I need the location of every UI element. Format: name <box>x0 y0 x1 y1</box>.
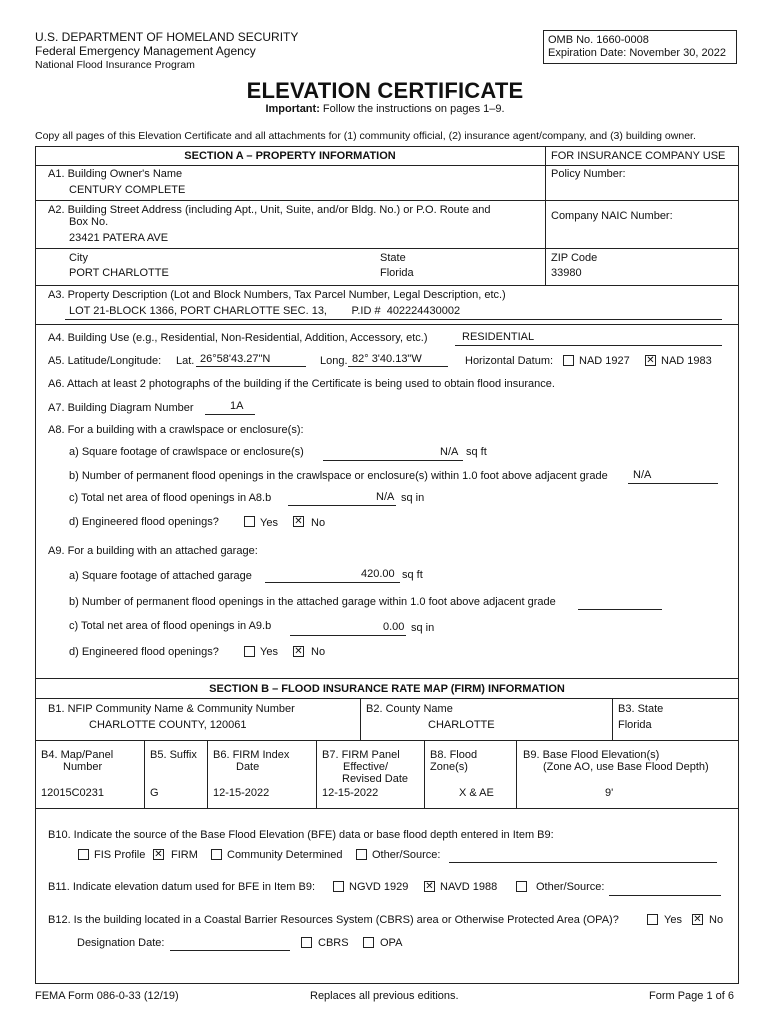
b4-value[interactable]: 12015C0231 <box>41 787 105 799</box>
b9-label-2: (Zone AO, use Base Flood Depth) <box>543 761 709 773</box>
a9c-underline <box>290 635 406 636</box>
omb-number: OMB No. 1660-0008 <box>548 34 649 46</box>
a9d-label: d) Engineered flood openings? <box>69 646 219 658</box>
b12-yes-checkbox[interactable] <box>647 914 658 925</box>
a9a-underline <box>265 582 400 583</box>
b7-label-1: B7. FIRM Panel <box>322 749 400 761</box>
b8-value[interactable]: X & AE <box>459 787 494 799</box>
divider <box>35 698 739 699</box>
form-number: FEMA Form 086-0-33 (12/19) <box>35 990 179 1002</box>
fis-profile-label: FIS Profile <box>94 849 146 861</box>
nad1927-checkbox[interactable] <box>563 355 574 366</box>
divider <box>207 740 208 808</box>
a8c-value[interactable]: N/A <box>376 491 395 503</box>
naic-label: Company NAIC Number: <box>551 210 673 222</box>
b12-no-checkbox[interactable] <box>692 914 703 925</box>
long-label: Long. <box>320 355 348 367</box>
other-source-checkbox[interactable] <box>356 849 367 860</box>
page-number: Form Page 1 of 6 <box>649 990 734 1002</box>
firm-label: FIRM <box>171 849 198 861</box>
b3-value[interactable]: Florida <box>618 719 652 731</box>
zip-label: ZIP Code <box>551 252 598 264</box>
divider <box>35 808 739 809</box>
state-value[interactable]: Florida <box>380 267 414 279</box>
designation-date-label: Designation Date: <box>77 937 165 949</box>
divider <box>35 200 739 201</box>
city-label: City <box>69 252 88 264</box>
a8a-unit: sq ft <box>466 446 487 458</box>
a9c-value[interactable]: 0.00 <box>383 621 405 633</box>
a9c-unit: sq in <box>411 622 435 634</box>
a9a-label: a) Square footage of attached garage <box>69 570 252 582</box>
fis-profile-checkbox[interactable] <box>78 849 89 860</box>
page-title: ELEVATION CERTIFICATE <box>246 78 524 103</box>
a8b-underline <box>628 483 718 484</box>
a9a-unit: sq ft <box>402 569 423 581</box>
divider <box>35 678 739 679</box>
b10-label: B10. Indicate the source of the Base Flood Elevation (BFE) data or base flood depth entered in Item B9: <box>48 829 554 841</box>
important-note <box>0 103 770 115</box>
firm-checkbox[interactable] <box>153 849 164 860</box>
a9a-value[interactable]: 420.00 <box>361 568 395 580</box>
a8c-unit: sq in <box>401 492 425 504</box>
a5-label: A5. Latitude/Longitude: <box>48 355 162 367</box>
divider <box>360 698 361 740</box>
other-source-label: Other/Source: <box>372 849 441 861</box>
nad1927-label: NAD 1927 <box>579 355 630 367</box>
divider <box>35 285 739 286</box>
b12-no-label: No <box>709 914 724 926</box>
a9d-no-label: No <box>311 646 326 658</box>
a4-value[interactable]: RESIDENTIAL <box>462 331 535 343</box>
a4-label: A4. Building Use (e.g., Residential, Non-Residential, Addition, Accessory, etc.) <box>48 332 428 344</box>
a8a-label: a) Square footage of crawlspace or enclosure(s) <box>69 446 304 458</box>
a6-text: A6. Attach at least 2 photographs of the building if the Certificate is being used to obtain flood insurance. <box>48 378 555 390</box>
b12-label: B12. Is the building located in a Coastal Barrier Resources System (CBRS) area or Otherwise Protected Area (OPA)? <box>48 914 619 926</box>
community-determined-label: Community Determined <box>227 849 343 861</box>
a1-label: A1. Building Owner's Name <box>48 168 183 180</box>
section-b-title: SECTION B – FLOOD INSURANCE RATE MAP (FIRM) INFORMATION <box>209 683 565 695</box>
b7-label-3: Revised Date <box>342 773 409 785</box>
nad1983-checkbox[interactable] <box>645 355 656 366</box>
a8-label: A8. For a building with a crawlspace or enclosure(s): <box>48 424 304 436</box>
a9c-label: c) Total net area of flood openings in A9.b <box>69 620 272 632</box>
b11-other-checkbox[interactable] <box>516 881 527 892</box>
ngvd1929-label: NGVD 1929 <box>349 881 409 893</box>
city-value[interactable]: PORT CHARLOTTE <box>69 267 169 279</box>
divider <box>545 146 546 285</box>
a4-underline <box>455 345 722 346</box>
agency-line-3: National Flood Insurance Program <box>35 59 195 71</box>
policy-number-label: Policy Number: <box>551 168 626 180</box>
b2-value[interactable]: CHARLOTTE <box>428 719 495 731</box>
lat-value[interactable]: 26°58'43.27"N <box>200 353 271 365</box>
a9b-label: b) Number of permanent flood openings in the attached garage within 1.0 foot above adjacent grade <box>69 596 556 608</box>
a9d-yes-checkbox[interactable] <box>244 646 255 657</box>
a2-label-2: Box No. <box>69 216 109 228</box>
b11-other-underline[interactable] <box>609 895 721 896</box>
divider <box>612 698 613 740</box>
a9-label: A9. For a building with an attached garage: <box>48 545 258 557</box>
navd1988-checkbox[interactable] <box>424 881 435 892</box>
a7-value[interactable]: 1A <box>230 400 244 412</box>
a3-underline <box>65 319 722 320</box>
b3-label: B3. State <box>618 703 664 715</box>
expiration-date: Expiration Date: November 30, 2022 <box>548 47 726 59</box>
agency-line-2: Federal Emergency Management Agency <box>35 44 256 58</box>
b2-label: B2. County Name <box>366 703 453 715</box>
divider <box>516 740 517 808</box>
datum-label: Horizontal Datum: <box>465 355 554 367</box>
section-a-title: SECTION A – PROPERTY INFORMATION <box>184 150 396 162</box>
a7-underline <box>205 414 255 415</box>
a8b-value[interactable]: N/A <box>633 469 652 481</box>
b8-label-2: Zone(s) <box>430 761 468 773</box>
a8d-yes-label: Yes <box>260 517 278 529</box>
b1-value[interactable]: CHARLOTTE COUNTY, 120061 <box>89 719 247 731</box>
b6-value[interactable]: 12-15-2022 <box>213 787 270 799</box>
divider <box>144 740 145 808</box>
a8d-no-label: No <box>311 517 326 529</box>
lat-underline <box>196 366 306 367</box>
designation-date-underline[interactable] <box>170 950 290 951</box>
b5-label: B5. Suffix <box>150 749 197 761</box>
state-label: State <box>380 252 406 264</box>
divider <box>35 165 739 166</box>
divider <box>316 740 317 808</box>
a8a-value[interactable]: N/A <box>440 446 459 458</box>
a8d-yes-checkbox[interactable] <box>244 516 255 527</box>
zip-value[interactable]: 33980 <box>551 267 582 279</box>
ngvd1929-checkbox[interactable] <box>333 881 344 892</box>
a9d-yes-label: Yes <box>260 646 278 658</box>
important-text: Follow the instructions on pages 1–9. <box>322 103 505 115</box>
a7-label: A7. Building Diagram Number <box>48 402 194 414</box>
agency-line-1: U.S. DEPARTMENT OF HOMELAND SECURITY <box>35 30 299 44</box>
a3-label: A3. Property Description (Lot and Block Numbers, Tax Parcel Number, Legal Description, etc.) <box>48 289 506 301</box>
copy-note: Copy all pages of this Elevation Certificate and all attachments for (1) community official, (2) insurance agent/company, and (3) building owner. <box>35 130 696 142</box>
omb-box <box>543 30 737 64</box>
b1-label: B1. NFIP Community Name & Community Number <box>48 703 295 715</box>
a8d-label: d) Engineered flood openings? <box>69 516 219 528</box>
b7-label-2: Effective/ <box>343 761 389 773</box>
navd1988-label: NAVD 1988 <box>440 881 498 893</box>
nad1983-label: NAD 1983 <box>661 355 712 367</box>
divider <box>35 248 739 249</box>
opa-label: OPA <box>380 937 403 949</box>
divider <box>35 324 739 325</box>
b4-label-1: B4. Map/Panel <box>41 749 114 761</box>
b8-label-1: B8. Flood <box>430 749 478 761</box>
a8c-label: c) Total net area of flood openings in A8.b <box>69 492 272 504</box>
a2-label-1: A2. Building Street Address (including Apt., Unit, Suite, and/or Bldg. No.) or P.O. Route and <box>48 204 491 216</box>
b11-other-label: Other/Source: <box>536 881 605 893</box>
a8a-underline <box>323 460 463 461</box>
cbrs-label: CBRS <box>318 937 349 949</box>
important-label: Important: <box>265 103 320 115</box>
b5-value[interactable]: G <box>150 787 159 799</box>
divider <box>424 740 425 808</box>
a9b-underline[interactable] <box>578 609 662 610</box>
b9-value[interactable]: 9' <box>605 787 614 799</box>
long-value[interactable]: 82° 3'40.13"W <box>352 353 422 365</box>
b9-label-1: B9. Base Flood Elevation(s) <box>523 749 660 761</box>
long-underline <box>348 366 448 367</box>
insurance-use-header: FOR INSURANCE COMPANY USE <box>551 150 726 162</box>
b11-label: B11. Indicate elevation datum used for BFE in Item B9: <box>48 881 315 893</box>
opa-checkbox[interactable] <box>363 937 374 948</box>
b7-value[interactable]: 12-15-2022 <box>322 787 379 799</box>
a9d-no-checkbox[interactable] <box>293 646 304 657</box>
a8d-no-checkbox[interactable] <box>293 516 304 527</box>
a2-value[interactable]: 23421 PATERA AVE <box>69 232 169 244</box>
a1-value[interactable]: CENTURY COMPLETE <box>69 184 186 196</box>
a8b-label: b) Number of permanent flood openings in the crawlspace or enclosure(s) within 1.0 foot above adjacent grade <box>69 470 608 482</box>
lat-label: Lat. <box>176 355 195 367</box>
a3-value[interactable]: LOT 21-BLOCK 1366, PORT CHARLOTTE SEC. 13, P.ID # 402224430002 <box>69 305 461 317</box>
divider <box>35 740 739 741</box>
other-source-underline[interactable] <box>449 862 717 863</box>
b12-yes-label: Yes <box>664 914 682 926</box>
community-determined-checkbox[interactable] <box>211 849 222 860</box>
a8c-underline <box>288 505 396 506</box>
b6-label-1: B6. FIRM Index <box>213 749 290 761</box>
replaces-note: Replaces all previous editions. <box>310 990 459 1002</box>
cbrs-checkbox[interactable] <box>301 937 312 948</box>
b4-label-2: Number <box>63 761 103 773</box>
b6-label-2: Date <box>236 761 260 773</box>
